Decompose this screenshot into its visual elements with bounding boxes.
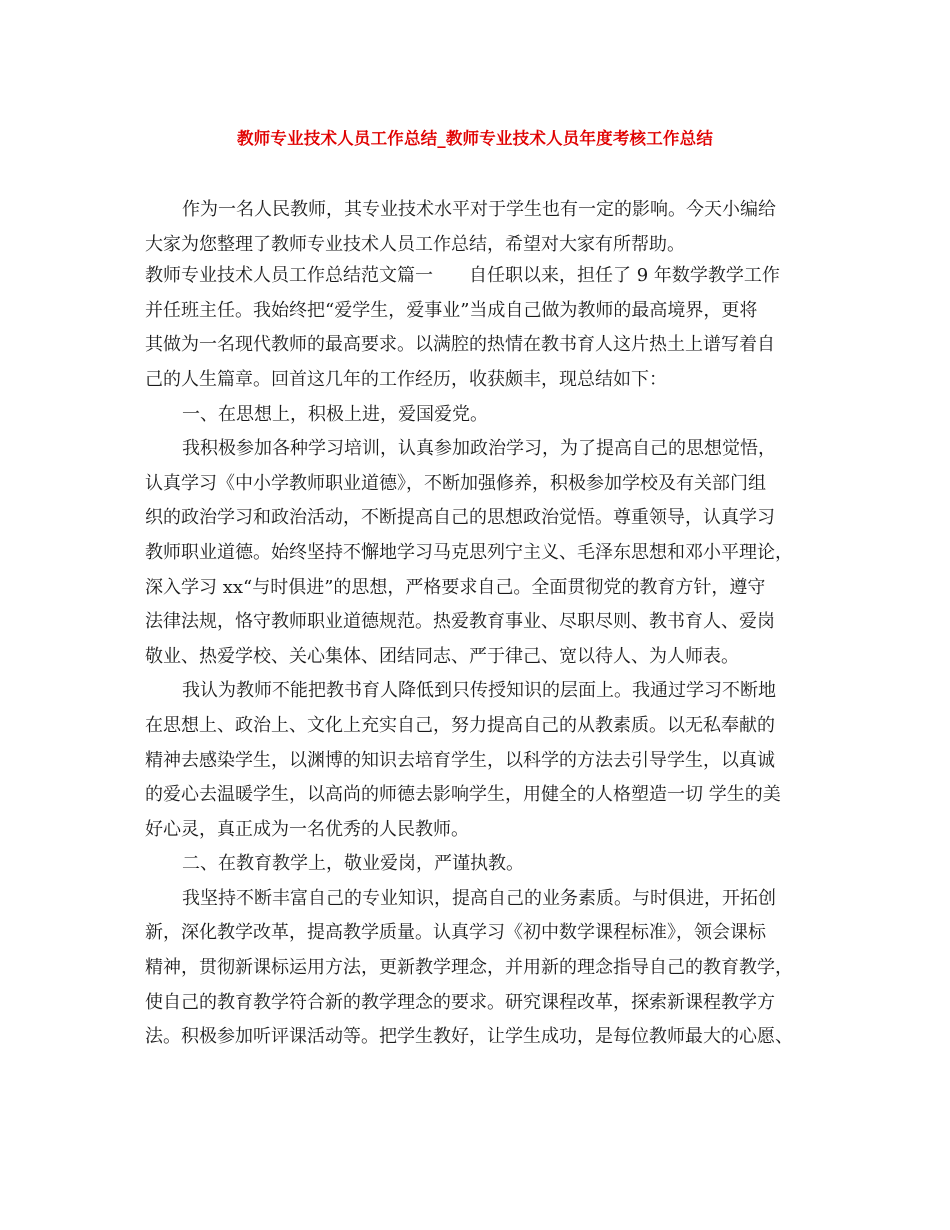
paragraph-line: 教师职业道德。始终坚持不懈地学习马克思列宁主义、毛泽东思想和邓小平理论， (145, 541, 793, 563)
paragraph-line: 在思想上、政治上、文化上充实自己，努力提高自己的从教素质。以无私奉献的 (145, 714, 775, 736)
paragraph-line: 其做为一名现代教师的最高要求。以满腔的热情在教书育人这片热土上谱写着自 (145, 334, 775, 356)
paragraph-line: 认真学习《中小学教师职业道德》，不断加强修养，积极参加学校及有关部门组 (145, 472, 766, 494)
paragraph-line: 作为一名人民教师，其专业技术水平对于学生也有一定的影响。今天小编给 (182, 199, 776, 220)
paragraph-line: 好心灵，真正成为一名优秀的人民教师。 (145, 818, 469, 840)
paragraph-line: 精神去感染学生，以渊博的知识去培育学生，以科学的方法去引导学生，以真诚 (145, 749, 775, 771)
paragraph-line: 我认为教师不能把教书育人降低到只传授知识的层面上。我通过学习不断地 (182, 680, 776, 702)
paragraph-line: 法。积极参加听评课活动等。把学生教好，让学生成功，是每位教师最大的心愿、 (145, 1026, 793, 1048)
paragraph-line: 法律法规，恪守教师职业道德规范。热爱教育事业、尽职尽则、教书育人、爱岗 (145, 611, 775, 633)
section-heading: 一、在思想上，积极上进，爱国爱党。 (182, 403, 488, 425)
paragraph-line: 敬业、热爱学校、关心集体、团结同志、严于律己、宽以待人、为人师表。 (145, 645, 739, 667)
paragraph-line: 的爱心去温暖学生，以高尚的师德去影响学生，用健全的人格塑造一切 学生的美 (145, 784, 781, 806)
document-title: 教师专业技术人员工作总结_教师专业技术人员年度考核工作总结 (236, 129, 714, 148)
paragraph-line: 深入学习 xx“与时俱进”的思想，严格要求自己。全面贯彻党的教育方针，遵守 (145, 576, 766, 598)
document-body (145, 193, 815, 1055)
paragraph-line: 并任班主任。我始终把“爱学生，爱事业”当成自己做为教师的最高境界，更将 (145, 299, 758, 321)
paragraph-line: 新，深化教学改革，提高教学质量。认真学习《初中数学课程标准》，领会课标 (145, 922, 766, 944)
paragraph-line: 精神，贯彻新课标运用方法，更新教学理念，并用新的理念指导自己的教育教学， (145, 957, 793, 979)
section-heading: 二、在教育教学上，敬业爱岗，严谨执教。 (182, 853, 524, 875)
paragraph-line: 己的人生篇章。回首这几年的工作经历，收获颇丰，现总结如下： (145, 368, 667, 390)
paragraph-line: 我坚持不断丰富自己的专业知识，提高自己的业务素质。与时俱进，开拓创 (182, 887, 776, 909)
paragraph-line: 大家为您整理了教师专业技术人员工作总结，希望对大家有所帮助。 (145, 233, 685, 255)
paragraph-line: 教师专业技术人员工作总结范文篇一 自任职以来，担任了 9 年数学教学工作 (145, 265, 780, 287)
paragraph-line: 我积极参加各种学习培训，认真参加政治学习，为了提高自己的思想觉悟， (182, 438, 776, 460)
paragraph-line: 织的政治学习和政治活动，不断提高自己的思想政治觉悟。尊重领导，认真学习 (145, 507, 775, 529)
paragraph-line: 使自己的教育教学符合新的教学理念的要求。研究课程改革，探索新课程教学方 (145, 991, 775, 1013)
